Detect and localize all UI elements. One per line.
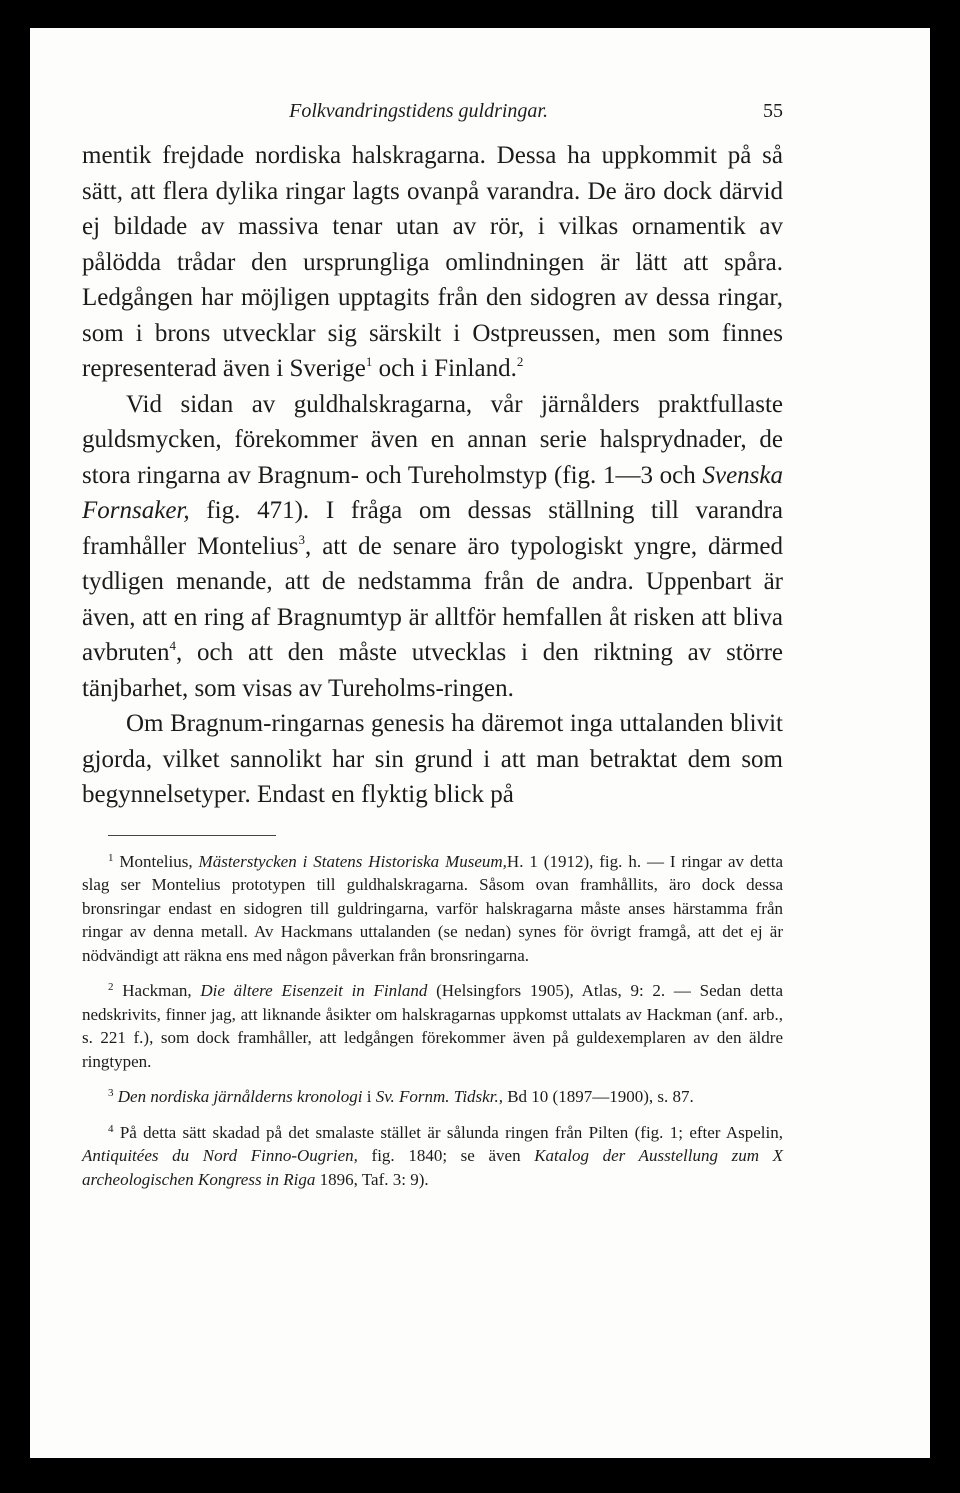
footnotes (82, 850, 783, 1192)
footnote-1: $^1$ Montelius, Mästerstycken i Statens Historiska Museum,H. 1 (1912), fig. h. — I ringar av detta slag ser Montelius prototypen till guldhalskragarna. Såsom ovan framhållits, äro dock dessa bronsringar endast en sidogren till guldringarna, varför halskragarna måste anses härstamma från ringar av denna metall. Av Hackmans uttalanden (se nedan) synes för övrigt framgå, att det ej är nödvändigt att räkna ens med någon påverkan från bronsringarna. (82, 851, 783, 965)
footnote-3: $^3$ Den nordiska järnålderns kronologi i Sv. Fornm. Tidskr., Bd 10 (1897—1900), s. 87. (108, 1087, 694, 1106)
running-header (82, 100, 783, 130)
footnote-divider (108, 835, 276, 836)
paragraph-1: mentik frejdade nordiska halskragarna. Dessa ha uppkommit på så sätt, att flera dylika ringar lagts ovanpå varandra. De äro dock därvid ej bildade av massiva tenar utan av rör, i vilkas ornamentik av pålödda trådar den ursprungliga omlindningen är lätt att spåra. Ledgången har möjligen upptagits från den sidogren av dessa ringar, som i brons utvecklar sig särskilt i Ostpreussen, men som finnes representerad även i Sverige$^1$ och i Finland.$^2$ (82, 142, 783, 382)
page (30, 28, 930, 1458)
paragraph-2: Vid sidan av guldhalskragarna, vår järnålders praktfullaste guldsmycken, förekommer även en annan serie halsprydnader, de stora ringarna av Bragnum- och Tureholmstyp (fig. 1—3 och Svenska Fornsaker, fig. 471). I fråga om dessas ställning till varandra framhåller Montelius$^3$, att de senare äro typologiskt yngre, därmed tydligen menande, att de nedstamma från de andra. Uppenbart är även, att en ring af Bragnumtyp är alltför hemfallen åt risken att bliva avbruten$^4$, och att den måste utvecklas i den riktning av större tänjbarhet, som visas av Tureholms-ringen. (82, 390, 783, 702)
page-content (82, 100, 783, 1203)
paragraph-3: Om Bragnum-ringarnas genesis ha däremot inga uttalanden blivit gjorda, vilket sannolikt har sin grund i att man betraktat dem som begynnelsetyper. Endast en flyktig blick på (82, 710, 783, 808)
footnote-ref-1: 1 (365, 354, 373, 369)
footnote-ref-2: 2 (516, 354, 524, 369)
page-number: 55 (763, 100, 783, 122)
footnote-ref-4: 4 (169, 638, 176, 653)
body-text (82, 138, 783, 813)
running-title: Folkvandringstidens guldringar. (289, 100, 548, 122)
footnote-4: $^4$ På detta sätt skadad på det smalaste stället är sålunda ringen från Pilten (fig. 1; efter Aspelin, Antiquitées du Nord Finno-Ougrien, fig. 1840; se även Katalog der Ausstellung zum X archeologischen Kongress in Riga 1896, Taf. 3: 9). (82, 1122, 783, 1189)
footnote-2: $^2$ Hackman, Die ältere Eisenzeit in Finland (Helsingfors 1905), Atlas, 9: 2. — Sedan detta nedskrivits, finner jag, att liknande åsikter om halskragarnas uppkomst uttalats av Hackman (anf. arb., s. 221 f.), som dock framhåller, att ledgången förekommer även på guldexemplaren av den äldre ringtypen. (82, 981, 783, 1071)
footnote-ref-3: 3 (298, 531, 305, 547)
